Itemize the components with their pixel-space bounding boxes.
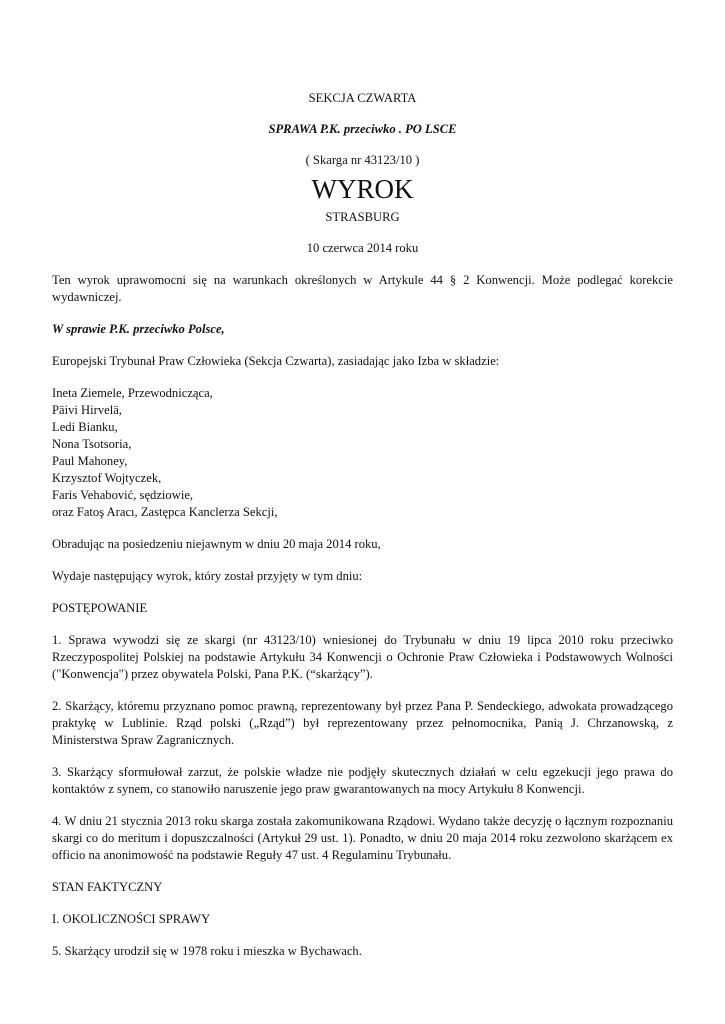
judge-item: Nona Tsotsoria, xyxy=(52,437,132,451)
judgment-place: STRASBURG xyxy=(325,210,400,224)
application-number: ( Skarga nr 43123/10 ) xyxy=(305,153,420,167)
judge-item: Päivi Hirvelä, xyxy=(52,403,122,417)
deliberation-paragraph: Obradując na posiedzeniu niejawnym w dniu 20 maja 2014 roku, xyxy=(52,537,381,551)
judgment-date: 10 czerwca 2014 roku xyxy=(306,241,419,255)
paragraph-3: 3. Skarżący sformułował zarzut, że polskie władze nie podjęły skutecznych działań w celu egzekucji jego prawa do kontaktów z synem, co stanowiło naruszenie jego praw gwarantowanych na mocy Artykułu 8 Konwencji. xyxy=(52,765,673,796)
judges-list xyxy=(52,385,673,521)
case-heading: W sprawie P.K. przeciwko Polsce, xyxy=(52,322,225,336)
section-heading: SEKCJA CZWARTA xyxy=(308,91,417,105)
judgment-title: WYROK xyxy=(311,174,414,204)
circumstances-heading: I. OKOLICZNOŚCI SPRAWY xyxy=(52,912,211,926)
paragraph-2: 2. Skarżący, któremu przyznano pomoc prawną, reprezentowany był przez Pana P. Sendeckiego, adwokata prowadzącego praktykę w Lublinie. Rząd polski („Rząd”) był reprezentowany przez pełnomocnika, Panią J. Chrzanowską, z Ministerstwa Spraw Zagranicznych. xyxy=(52,699,673,747)
document-page xyxy=(52,90,673,975)
judge-item: Krzysztof Wojtyczek, xyxy=(52,471,162,485)
finality-note: Ten wyrok uprawomocni się na warunkach określonych w Artykule 44 § 2 Konwencji. Może podlegać korekcie wydawniczej. xyxy=(52,273,673,304)
paragraph-1: 1. Sprawa wywodzi się ze skargi (nr 43123/10) wniesionej do Trybunału w dniu 19 lipca 2010 roku przeciwko Rzeczypospolitej Polskiej na podstawie Artykułu 34 Konwencji o Ochronie Praw Człowieka i Podstawowych Wolności ("Konwencja") przez obywatela Polski, Pana P.K. (“skarżący”). xyxy=(52,633,673,681)
facts-heading: STAN FAKTYCZNY xyxy=(52,880,163,894)
paragraph-4: 4. W dniu 21 stycznia 2013 roku skarga została zakomunikowana Rządowi. Wydano także decyzję o łącznym rozpoznaniu skargi co do meritum i dopuszczalności (Artykuł 29 ust. 1). Ponadto, w dniu 20 maja 2014 roku zezwolono skarżącem ex officio na anonimowość na podstawie Reguły 47 ust. 4 Regulaminu Trybunału. xyxy=(52,814,673,862)
judge-item: Faris Vehabović, sędziowie, xyxy=(52,488,194,502)
court-intro: Europejski Trybunał Praw Człowieka (Sekcja Czwarta), zasiadając jako Izba w składzie: xyxy=(52,354,500,368)
delivers-paragraph: Wydaje następujący wyrok, który został przyjęty w tym dniu: xyxy=(52,569,363,583)
paragraph-5: 5. Skarżący urodził się w 1978 roku i mieszka w Bychawach. xyxy=(52,944,362,958)
judge-item: oraz Fatoş Aracı, Zastępca Kanclerza Sekcji, xyxy=(52,505,278,519)
procedure-heading: POSTĘPOWANIE xyxy=(52,601,148,615)
judge-item: Ineta Ziemele, Przewodnicząca, xyxy=(52,386,213,400)
judge-item: Ledi Bianku, xyxy=(52,420,118,434)
case-title: SPRAWA P.K. przeciwko . PO LSCE xyxy=(268,122,457,136)
judge-item: Paul Mahoney, xyxy=(52,454,128,468)
